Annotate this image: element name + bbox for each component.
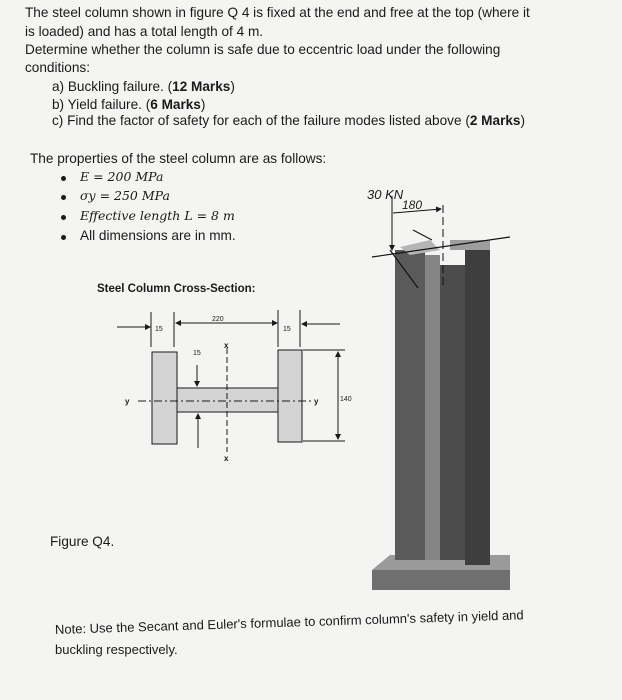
axis-y-right: y — [314, 397, 319, 406]
part-b-marks: 6 Marks — [150, 97, 201, 112]
part-a-text: a) Buckling failure. ( — [52, 79, 173, 94]
note-line-2: buckling respectively. — [55, 642, 178, 657]
property-sigma-y: σy = 250 MPa — [80, 188, 170, 203]
load-label: 30 KN — [367, 187, 404, 202]
part-b-end: ) — [200, 97, 206, 112]
dim-height: 140 — [340, 396, 352, 403]
figure-caption: Figure Q4. — [50, 534, 115, 549]
column-3d-drawing — [372, 196, 510, 590]
question-line-4: conditions: — [25, 60, 90, 75]
property-units: All dimensions are in mm. — [80, 228, 236, 243]
property-length: Effective length L = 8 m — [80, 208, 235, 223]
section-title: Steel Column Cross-Section: — [97, 283, 256, 295]
dim-web-thickness: 15 — [193, 350, 201, 357]
axis-x-bottom: x — [224, 454, 229, 463]
part-c-end: ) — [520, 113, 526, 128]
question-line-2: is loaded) and has a total length of 4 m. — [25, 24, 264, 39]
note-line-1: Note: Use the Secant and Euler's formulae to confirm column's safety in yield and — [54, 607, 524, 637]
part-b-text: b) Yield failure. ( — [52, 97, 151, 112]
part-a-end: ) — [230, 79, 235, 94]
question-line-3: Determine whether the column is safe due to eccentric load under the following — [25, 42, 501, 57]
eccentricity-label: 180 — [402, 198, 423, 212]
dim-flange-right: 15 — [283, 326, 291, 333]
cross-section-drawing — [117, 310, 345, 452]
dim-flange-left: 15 — [155, 326, 163, 333]
properties-intro: The properties of the steel column are as follows: — [30, 151, 327, 166]
question-line-1: The steel column shown in figure Q 4 is fixed at the end and free at the top (where it — [25, 5, 530, 20]
part-a-marks: 12 Marks — [172, 79, 231, 94]
part-c-marks: 2 Marks — [469, 113, 521, 128]
property-e: E = 200 MPa — [80, 169, 164, 184]
axis-x-top: x — [224, 341, 229, 350]
axis-y-left: y — [125, 397, 130, 406]
dim-web-depth: 220 — [212, 316, 224, 323]
part-c-text: c) Find the factor of safety for each of the failure modes listed above ( — [52, 113, 470, 128]
